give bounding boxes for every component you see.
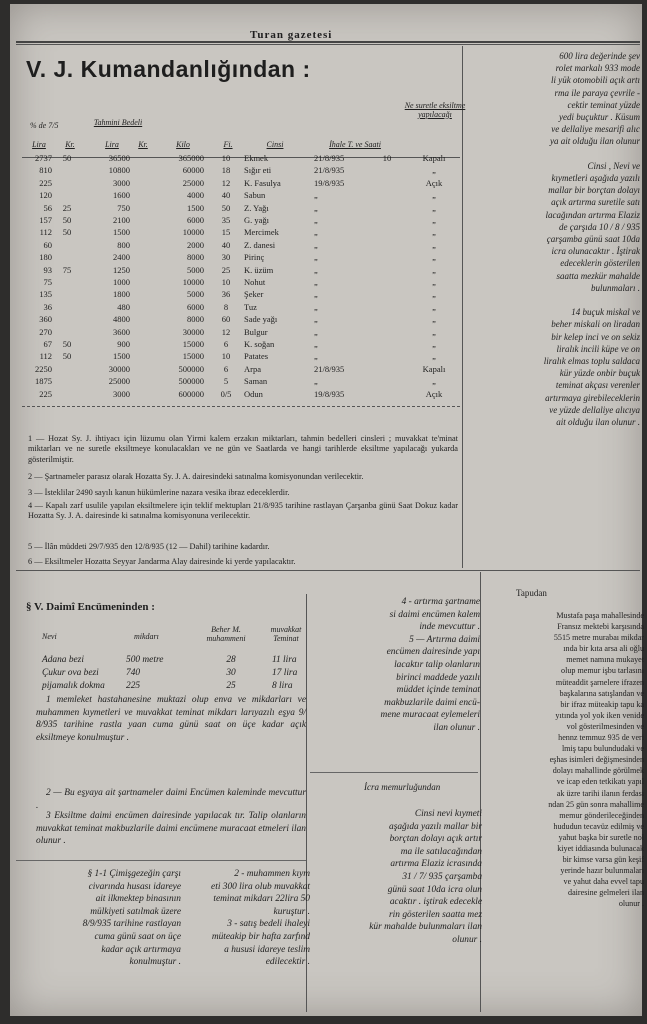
- table-cell: 15: [221, 227, 231, 238]
- table-cell: 10000: [182, 227, 204, 238]
- table-cell: 270: [39, 326, 52, 337]
- text-line: kadar açık artırmaya: [101, 944, 181, 955]
- text-line: ma ile satılacağından: [400, 846, 482, 857]
- daimi-paragraph: 2 — Bu eşyaya ait şartnameler daimi Encümen kaleminde mevcuttur .: [36, 788, 306, 811]
- text-line: 3 - satış bedeli ihaleyi: [227, 919, 310, 930]
- table-cell: „: [314, 190, 318, 201]
- text-line: artırmaya girebileceklerin: [545, 392, 640, 403]
- text-line: ndan 25 gün sonra mahallime: [548, 799, 644, 809]
- table-cell: „: [314, 202, 318, 213]
- table-cell: 56: [43, 202, 52, 213]
- section-divider: [16, 570, 640, 571]
- table-cell: 5000: [187, 289, 204, 300]
- text-line: yahut başka bir suretle nol: [558, 832, 644, 842]
- table-cell: Bulgur: [244, 326, 268, 337]
- table-cell: Sığır eti: [244, 165, 272, 176]
- text-line: 31 / 7/ 935 çarşamba: [402, 871, 482, 882]
- text-line: kiyet iddiasında bulunacak: [557, 843, 644, 853]
- table-cell: 5000: [187, 264, 204, 275]
- text-line: mene muracaat eylemeleri: [380, 710, 480, 721]
- text-line: aşağıda yazılı mallar bir: [389, 821, 482, 832]
- table-cell: 50: [62, 215, 72, 225]
- table-cell: 135: [39, 289, 52, 300]
- text-line: yerinde hazır bulunmaları: [560, 866, 644, 876]
- table-cell: 60: [221, 314, 231, 325]
- table-cell: 40: [221, 239, 231, 250]
- text-line: ında bir kıta arsa ali oğlu: [563, 644, 644, 654]
- table-cell: „: [432, 227, 436, 238]
- table-cell: 1000: [113, 277, 130, 287]
- table-cell: 1250: [113, 264, 130, 275]
- item-nevi: Çukur ova bezi: [42, 668, 99, 678]
- table-cell: Saman: [244, 376, 268, 387]
- text-line: ve yahut daha evvel tapu: [563, 877, 644, 887]
- table-cell: 30: [221, 252, 231, 263]
- text-line: cuma günü saat on üçe: [94, 931, 181, 942]
- table-cell: K. Fasulya: [244, 177, 281, 188]
- table-cell: 25: [62, 202, 72, 213]
- daimi-paragraph: 1 memleket hastahanesine muktazi olup enva ve mikdarları ve muhammen kıymetleri ve muvakkat teminat mikdarı larıyazılı eşya 9/ 8/935 tarihine rastla yaan cuma günü saat on üçe kadar açık eksiltmeye konulmuştur .: [36, 695, 306, 743]
- text-line: birinci maddede yazılı: [396, 672, 480, 683]
- table-cell: 25000: [182, 177, 204, 188]
- text-line: memet namına mukayet: [566, 655, 644, 665]
- text-line: ait ilkmektep binasının: [95, 894, 181, 905]
- text-line: ait olduğu ilan olunur .: [556, 417, 640, 428]
- icra-notice: [342, 808, 482, 947]
- text-line: 14 buçuk miskal ve: [571, 307, 640, 318]
- table-cell: 750: [117, 202, 130, 213]
- table-cell: 480: [117, 301, 130, 312]
- middle-notice: [340, 596, 480, 735]
- table-cell: Patates: [244, 351, 269, 362]
- text-line: kür mahalde bulunmaları ilan: [369, 922, 482, 933]
- table-cell: 1875: [35, 376, 52, 387]
- text-line: çarşamba günü saat 10da: [546, 234, 640, 245]
- text-line: müddet içinde teminat: [396, 685, 480, 696]
- text-line: cektir teminat yüzde: [567, 99, 640, 110]
- table-cell: 6: [223, 339, 229, 349]
- table-cell: „: [314, 326, 318, 337]
- daimi-col-nevi: Nevi: [42, 632, 57, 641]
- table-cell: „: [314, 351, 318, 362]
- table-cell: 10: [221, 351, 231, 362]
- table-cell: 4000: [187, 190, 204, 201]
- text-line: eşhas isimleri değişmesinden: [549, 755, 644, 765]
- table-cell: 800: [117, 239, 130, 250]
- table-cell: 225: [39, 177, 52, 188]
- text-line: beher miskali on liradan: [551, 319, 640, 330]
- table-column-header: Cinsi: [266, 140, 284, 149]
- table-cell: 3600: [113, 326, 130, 337]
- table-cell: Tuz: [244, 301, 257, 312]
- notice-note: 6 — Eksiltmeler Hozatta Seyyar Jandarma Alay dairesinde ki yerde yapılacaktır.: [28, 557, 296, 566]
- text-line: lacağından artırma Elaziz: [545, 209, 640, 220]
- text-line: 5 — Artırma daimi: [409, 634, 480, 645]
- item-miktar: 225: [126, 681, 141, 691]
- table-cell: 360: [39, 314, 52, 325]
- table-cell: 75: [62, 264, 72, 275]
- table-cell: 40: [221, 190, 231, 201]
- section-divider: [16, 860, 306, 861]
- table-cell: „: [432, 314, 436, 325]
- table-cell: 2250: [35, 363, 52, 374]
- header-tahmini: Tahmini Bedeli: [93, 118, 143, 127]
- table-column-header: Lira: [32, 140, 46, 149]
- text-line: bir kelep inci ve on sekiz: [551, 331, 640, 342]
- table-cell: 8: [223, 301, 229, 312]
- text-line: müteaddit şarnelere ifrazen: [555, 677, 644, 687]
- table-cell: 2000: [187, 239, 204, 250]
- table-bottom-rule: [22, 406, 460, 407]
- text-line: lacaktır talip olanların: [394, 659, 480, 670]
- text-line: ve yüzde dellaliye alıcıya: [549, 404, 640, 415]
- text-line: yıtında yol yok iken venide: [555, 710, 644, 720]
- table-cell: „: [314, 289, 318, 300]
- text-line: kuruştur .: [273, 906, 310, 917]
- table-cell: 60: [43, 239, 52, 250]
- tapu-notice: [484, 610, 644, 910]
- text-line: lmiş tapu bulundudaki ve: [561, 744, 644, 754]
- table-cell: 50: [62, 153, 72, 163]
- table-cell: 15000: [182, 351, 204, 362]
- daimi-col-miktar: mikdarı: [134, 632, 159, 641]
- table-cell: 18: [221, 165, 231, 176]
- table-cell: „: [314, 277, 318, 287]
- text-line: ilan olunur .: [433, 722, 480, 733]
- text-line: borçtan dolayı açık artır: [389, 834, 482, 845]
- table-cell: 5: [223, 376, 229, 387]
- text-line: teminat akçası verenler: [555, 380, 640, 391]
- table-cell: 365000: [178, 153, 204, 163]
- table-cell: 19/8/935: [314, 388, 345, 399]
- section-divider: [310, 772, 478, 773]
- table-cell: 25000: [108, 376, 130, 387]
- table-cell: „: [314, 252, 318, 263]
- text-line: ya ait olduğu ilan olunur: [550, 136, 640, 147]
- item-miktar: 740: [126, 668, 141, 678]
- text-line: dairesine gelmeleri ilan: [568, 888, 644, 898]
- item-teminat: 8 lira: [272, 681, 293, 691]
- text-line: 8/9/935 tarihine rastlayan: [82, 919, 181, 930]
- text-line: [480, 294, 640, 306]
- table-cell: „: [314, 264, 318, 275]
- table-cell: 120: [39, 190, 52, 201]
- table-cell: 50: [62, 351, 72, 362]
- notice-note: 5 — İlân müddeti 29/7/935 den 12/8/935 (12 — Dahil) tarihine kadardır.: [28, 542, 270, 551]
- text-line: si daimi encümen kalem: [389, 609, 480, 620]
- text-line: bir ifraz müteakip tapu ka: [560, 699, 644, 709]
- table-cell: 2400: [113, 252, 130, 263]
- item-beher: 30: [226, 668, 236, 678]
- daimi-col-beher: Beher M. muhammeni: [206, 625, 246, 643]
- text-line: 600 lira değerinde şev: [559, 51, 640, 61]
- text-line: konulmuştur .: [129, 957, 181, 968]
- column-divider: [462, 46, 463, 568]
- text-line: icra olunacaktır . İştirak: [551, 246, 640, 257]
- table-cell: 3000: [113, 177, 130, 188]
- table-cell: „: [314, 215, 318, 225]
- text-line: Fransız mektebi karşısında: [557, 622, 644, 632]
- table-cell: „: [432, 252, 436, 263]
- text-line: ve icap eden tetkikatı yapıl: [556, 777, 644, 787]
- text-line: § 1-1 Çimişgezeğin çarşı: [87, 869, 181, 879]
- text-line: artırma Elaziz icrasında: [390, 859, 482, 870]
- text-line: olunur .: [452, 934, 482, 945]
- table-cell: Z. danesi: [244, 239, 276, 250]
- text-line: [480, 148, 640, 160]
- table-cell: „: [432, 239, 436, 250]
- table-cell: 10000: [182, 277, 204, 287]
- notice-note: 4 — Kapalı zarf usulile yapılan eksiltmelere için teklif mektupları 21/8/935 tarihine rastlayan Çarşanba günü Saat Dokuz kadar Hozatta Sy. J. A. dairesinde ki satınalma komisyonuna verilecektir.: [28, 501, 458, 521]
- notice-note: 3 — İsteklilar 2490 sayılı kanun hükümlerine nazara vesika ibraz edeceklerdir.: [28, 488, 290, 497]
- table-cell: 10: [382, 153, 392, 163]
- table-cell: „: [314, 227, 318, 238]
- table-cell: 30000: [182, 326, 204, 337]
- table-cell: 10: [221, 153, 231, 163]
- table-cell: 25: [221, 264, 231, 275]
- table-column-header: İhale T. ve Saati: [329, 140, 381, 149]
- text-line: Mustafa paşa mahallesinde: [556, 611, 644, 620]
- table-cell: Ekmek: [244, 153, 269, 163]
- table-cell: Kapalı: [422, 363, 446, 374]
- text-line: mallar bir borçtan dolayı: [548, 185, 640, 196]
- table-cell: 12: [221, 177, 231, 188]
- table-cell: Sabun: [244, 190, 266, 201]
- icra-title: İcra memurluğundan: [364, 782, 441, 792]
- text-line: ak üzre tarihi ilanın ferdası: [556, 788, 644, 798]
- table-cell: 0/5: [220, 388, 232, 399]
- text-line: li yük otomobili açık artı: [551, 75, 640, 86]
- item-teminat: 17 lira: [272, 668, 298, 678]
- table-cell: 35: [221, 215, 231, 225]
- table-cell: Açık: [425, 177, 443, 188]
- text-line: bulunmaları .: [590, 282, 640, 293]
- table-cell: 50: [62, 227, 72, 238]
- table-cell: 500000: [178, 363, 204, 374]
- school-sale-notice: [36, 868, 181, 969]
- text-line: mülkiyeti satılmak üzere: [90, 906, 181, 917]
- table-cell: 21/8/935: [314, 153, 345, 163]
- text-line: eti 300 lira olub muvakkat: [211, 881, 310, 892]
- table-cell: 2737: [35, 153, 52, 163]
- table-cell: 50: [62, 339, 72, 349]
- text-line: civarında husası idareye: [88, 881, 181, 892]
- top-rule-thin: [16, 44, 640, 45]
- table-cell: 12: [221, 326, 231, 337]
- text-line: 5515 metre murabaı mikdar: [553, 633, 644, 643]
- newspaper-page: [10, 4, 642, 1016]
- table-cell: Açık: [425, 388, 443, 399]
- text-line: kıymetleri aşağıda yazılı: [551, 173, 640, 184]
- table-column-header: Kr.: [138, 140, 148, 149]
- text-line: makbuzlarile daimi encü-: [384, 697, 480, 708]
- item-beher: 28: [226, 655, 236, 665]
- table-cell: 1500: [113, 227, 130, 238]
- table-cell: 6000: [187, 301, 204, 312]
- table-cell: 36: [43, 301, 52, 312]
- table-cell: 36500: [108, 153, 130, 163]
- table-cell: 157: [39, 215, 52, 225]
- table-cell: 900: [117, 339, 130, 349]
- notice-note: 1 — Hozat Sy. J. ihtiyacı için lüzumu olan Yirmi kalem erzakın miktarları, tahmin bedelleri cinsleri ; muvakkat te'minat miktarları ve ne suretle eksiltmeye konulacakları ve ne gün ve Saatlarda ve hangi tarihlerde eksiltme yapılacağı yukarda gösterilmiştir.: [28, 434, 458, 464]
- table-cell: „: [314, 376, 318, 387]
- text-line: teminat mikdarı 22lira 50: [213, 894, 310, 905]
- text-line: de çarşıda 10 / 8 / 935: [559, 221, 640, 232]
- table-cell: „: [432, 264, 436, 275]
- text-line: inde mevcuttur .: [419, 622, 480, 633]
- table-cell: Arpa: [244, 363, 261, 374]
- table-cell: Şeker: [244, 289, 264, 300]
- table-cell: Pirinç: [244, 252, 265, 263]
- table-cell: 6: [223, 363, 229, 374]
- text-line: memur gönderileceğinden: [559, 810, 644, 820]
- text-line: Cinsi , Nevi ve: [587, 160, 640, 171]
- text-line: bir kimse varsa gün keşif: [562, 855, 644, 865]
- table-cell: Odun: [244, 388, 263, 399]
- table-cell: „: [432, 165, 436, 176]
- daimi-title: § V. Daimî Encümeninden :: [26, 601, 155, 613]
- header-percent: % de 7/5: [30, 121, 59, 130]
- text-line: a hususi idareye teslim: [224, 944, 310, 955]
- table-cell: 19/8/935: [314, 177, 345, 188]
- table-cell: 4800: [113, 314, 130, 325]
- table-cell: „: [432, 277, 436, 287]
- table-cell: 1800: [113, 289, 130, 300]
- table-cell: 60000: [182, 165, 204, 176]
- item-beher: 25: [226, 681, 236, 691]
- text-line: kür yüzde onbir buçuk: [559, 368, 640, 379]
- table-cell: 2100: [113, 215, 130, 225]
- text-line: saatta mezkür mahalde: [556, 270, 640, 281]
- table-cell: „: [432, 301, 436, 312]
- table-cell: 8000: [187, 314, 204, 325]
- table-cell: „: [432, 326, 436, 337]
- daimi-paragraph: 3 Eksiltme daimi encümen dairesinde yapılacak tır. Talip olanların muvakkat teminat makbuzlarile daimi encümene muracaat etmeleri ilan olunur .: [36, 811, 306, 847]
- text-line: hududun tecavüz edilmiş ve: [553, 821, 644, 831]
- text-line: liralık elmas toplu saldaca: [543, 356, 640, 367]
- text-line: rma ile paraya çevrile -: [554, 87, 640, 98]
- item-nevi: pijamalık dokma: [42, 681, 105, 691]
- text-line: 4 - artırma şartname: [401, 597, 480, 607]
- text-line: yedi buçuktur . Küsum: [559, 112, 640, 123]
- table-cell: Nohut: [244, 277, 266, 287]
- table-cell: Sade yağı: [244, 314, 278, 325]
- table-cell: 1600: [113, 190, 130, 201]
- table-cell: „: [314, 239, 318, 250]
- table-cell: „: [432, 202, 436, 213]
- table-cell: 1500: [113, 351, 130, 362]
- text-line: ve dellaliye mesarifi alıc: [551, 124, 640, 135]
- notice-note: 2 — Şartnameler parasız olarak Hozatta Sy. J. A. dairesindeki satınalma komisyonundan verilecektir.: [28, 472, 364, 481]
- table-cell: „: [432, 215, 436, 225]
- text-line: liralık incili küpe ve on: [556, 343, 640, 354]
- table-cell: „: [432, 289, 436, 300]
- text-line: olup memur işbu tarlasını: [561, 666, 644, 676]
- school-sale-terms: [188, 868, 310, 969]
- table-cell: 93: [43, 264, 52, 275]
- table-cell: „: [432, 339, 436, 349]
- table-cell: 810: [39, 165, 52, 176]
- table-cell: Z. Yağı: [244, 202, 269, 213]
- table-cell: 21/8/935: [314, 165, 345, 176]
- text-line: 2 - muhammen kıym: [234, 869, 310, 879]
- table-cell: 112: [39, 351, 52, 362]
- table-cell: „: [314, 301, 318, 312]
- text-line: Cinsi nevi kıymeti: [414, 809, 482, 819]
- table-column-header: Fi.: [223, 140, 233, 149]
- table-cell: 75: [43, 277, 52, 287]
- table-cell: „: [432, 376, 436, 387]
- item-nevi: Adana bezi: [42, 655, 84, 665]
- text-line: günü saat 10da icra olun: [387, 884, 482, 895]
- text-line: rolet markalı 933 mode: [555, 63, 640, 74]
- table-cell: K. üzüm: [244, 264, 274, 275]
- daimi-col-teminat: muvakkat Teminat: [270, 625, 302, 643]
- table-cell: „: [314, 314, 318, 325]
- top-rule: [16, 41, 640, 43]
- table-cell: 3000: [113, 388, 130, 399]
- table-cell: 10: [221, 277, 231, 287]
- table-cell: 50: [221, 202, 231, 213]
- tapu-title: Tapudan: [516, 588, 547, 598]
- table-cell: 21/8/935: [314, 363, 345, 374]
- text-line: başkalarına satışlandan ve: [559, 688, 644, 698]
- table-cell: „: [432, 190, 436, 201]
- table-cell: 10800: [108, 165, 130, 176]
- text-line: edilecektir .: [265, 957, 310, 968]
- table-cell: 600000: [178, 388, 204, 399]
- text-line: müteakip bir hafta zarfınd: [211, 931, 310, 942]
- text-line: hennz temmuz 935 de veri: [558, 733, 644, 743]
- table-cell: Mercimek: [244, 227, 279, 238]
- table-cell: 180: [39, 252, 52, 263]
- masthead: Turan gazetesi: [250, 29, 333, 41]
- right-column-notices: [480, 50, 640, 428]
- table-cell: 6000: [187, 215, 204, 225]
- table-cell: Kapalı: [422, 153, 446, 163]
- table-cell: 30000: [108, 363, 130, 374]
- table-cell: K. soğan: [244, 339, 275, 349]
- text-line: acaktır . iştirak edecekle: [389, 897, 482, 908]
- item-miktar: 500 metre: [126, 655, 164, 665]
- text-line: dolayı mahallinde görülmek: [552, 766, 644, 776]
- table-cell: „: [432, 351, 436, 362]
- table-cell: 36: [221, 289, 231, 300]
- notice-title: V. J. Kumandanlığından :: [26, 56, 311, 82]
- text-line: encümen dairesinde yapı: [386, 647, 480, 658]
- text-line: vol gösterilmesinden ve: [566, 721, 644, 731]
- table-cell: 500000: [178, 376, 204, 387]
- table-cell: „: [314, 339, 318, 349]
- table-cell: 8000: [187, 252, 204, 263]
- table-cell: 112: [39, 227, 52, 238]
- header-suret: Ne suretle eksiltme yapılacağı: [404, 101, 466, 119]
- item-teminat: 11 lira: [272, 655, 297, 665]
- text-line: edeceklerin gösterilen: [560, 258, 640, 269]
- table-cell: 67: [43, 339, 52, 349]
- text-line: açık artırma suretile satı: [551, 197, 640, 208]
- table-column-header: Lira: [105, 140, 119, 149]
- table-column-header: Kilo: [176, 140, 190, 149]
- table-cell: 1500: [187, 202, 204, 213]
- table-column-header: Kr.: [65, 140, 75, 149]
- table-cell: 225: [39, 388, 52, 399]
- text-line: rin gösterilen saatta mez: [389, 909, 482, 920]
- table-cell: G. yağı: [244, 215, 270, 225]
- text-line: olunur .: [618, 899, 644, 909]
- table-cell: 15000: [182, 339, 204, 349]
